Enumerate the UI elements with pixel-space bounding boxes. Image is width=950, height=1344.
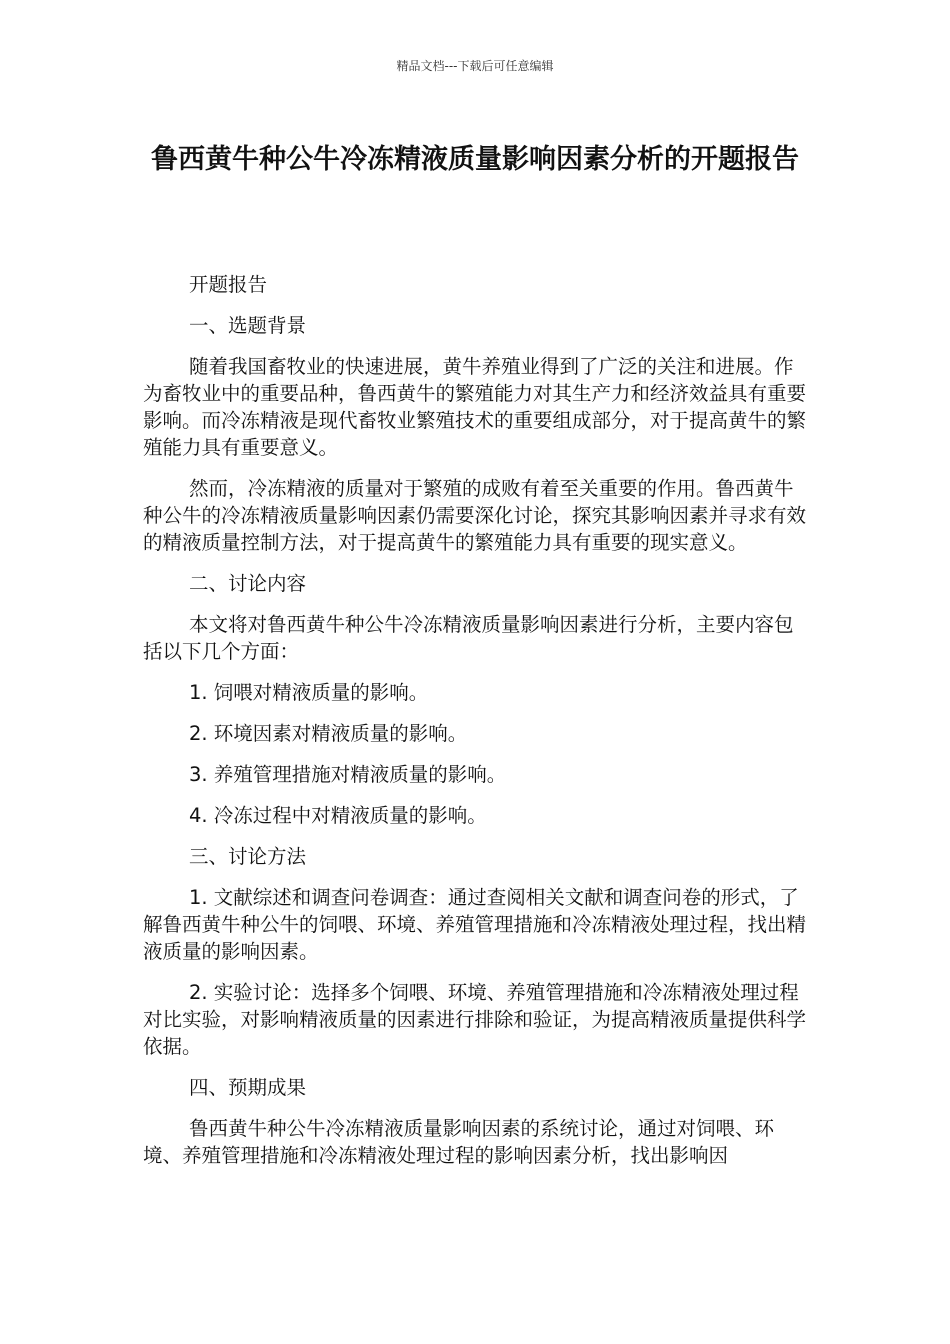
document-body [143,271,809,1183]
section-heading-content: 二、讨论内容 [189,572,307,595]
list-item: 4. 冷冻过程中对精液质量的影响。 [189,804,487,827]
document-title: 鲁西黄牛种公牛冷冻精液质量影响因素分析的开题报告 [151,144,799,175]
list-item: 2. 实验讨论：选择多个饲喂、环境、养殖管理措施和冷冻精液处理过程对比实验，对影响精液质量的因素进行排除和验证，为提高精液质量提供科学依据。 [143,981,807,1058]
section-heading-results: 四、预期成果 [189,1076,307,1099]
paragraph: 鲁西黄牛种公牛冷冻精液质量影响因素的系统讨论，通过对饲喂、环境、养殖管理措施和冷冻精液处理过程的影响因素分析，找出影响因 [143,1117,775,1167]
section-heading-method: 三、讨论方法 [189,845,307,868]
section-label: 开题报告 [189,273,268,296]
paragraph: 然而，冷冻精液的质量对于繁殖的成败有着至关重要的作用。鲁西黄牛种公牛的冷冻精液质量影响因素仍需要深化讨论，探究其影响因素并寻求有效的精液质量控制方法，对于提高黄牛的繁殖能力具有重要的现实意义。 [143,477,807,554]
list-item: 2. 环境因素对精液质量的影响。 [189,722,468,745]
header-note: 精品文档---下载后可任意编辑 [396,59,554,73]
list-item: 1. 饲喂对精液质量的影响。 [189,681,429,704]
section-heading-background: 一、选题背景 [189,314,307,337]
paragraph: 随着我国畜牧业的快速进展，黄牛养殖业得到了广泛的关注和进展。作为畜牧业中的重要品种，鲁西黄牛的繁殖能力对其生产力和经济效益具有重要影响。而冷冻精液是现代畜牧业繁殖技术的重要组成部分，对于提高黄牛的繁殖能力具有重要意义。 [143,355,807,459]
paragraph: 本文将对鲁西黄牛种公牛冷冻精液质量影响因素进行分析，主要内容包括以下几个方面： [143,613,794,663]
list-item: 1. 文献综述和调查问卷调查：通过查阅相关文献和调查问卷的形式，了解鲁西黄牛种公牛的饲喂、环境、养殖管理措施和冷冻精液处理过程，找出精液质量的影响因素。 [143,886,807,963]
list-item: 3. 养殖管理措施对精液质量的影响。 [189,763,507,786]
